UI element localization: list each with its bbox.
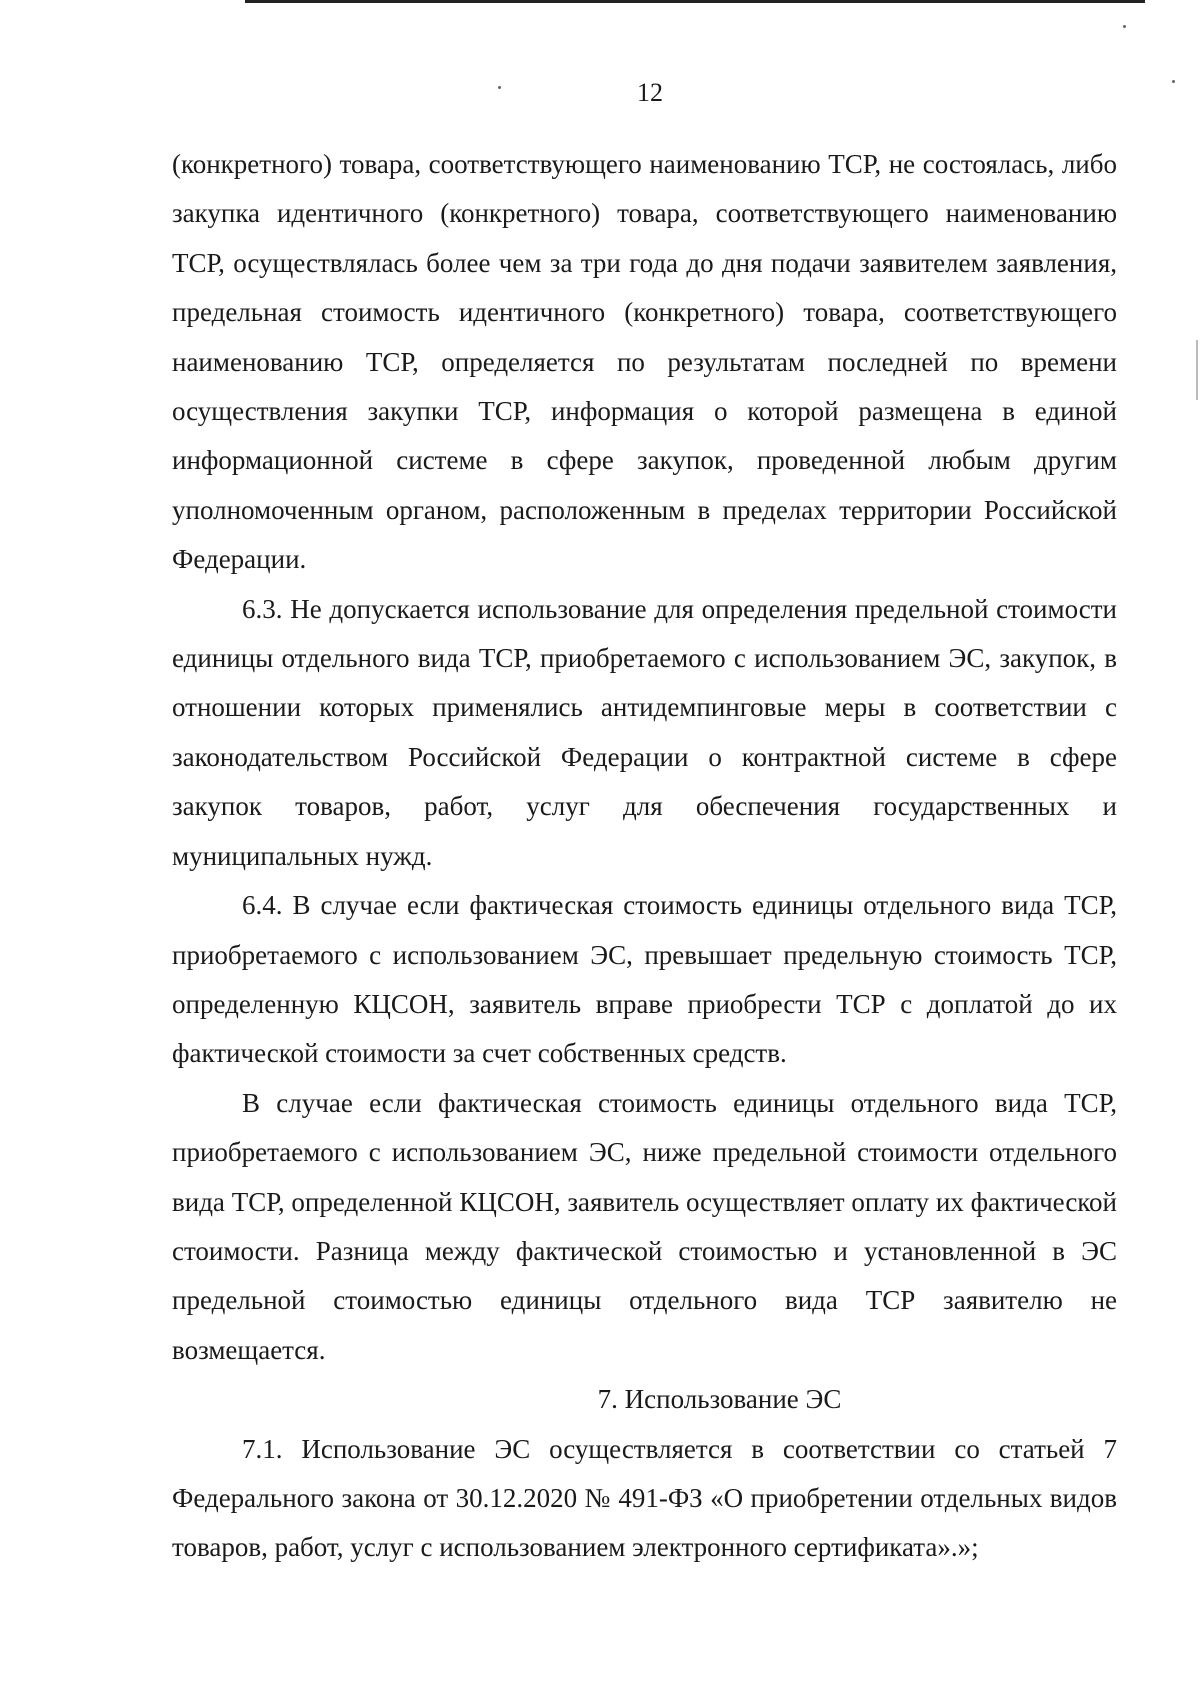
section-heading: 7. Использование ЭС bbox=[597, 1384, 842, 1415]
document-body bbox=[172, 140, 1117, 1573]
page-number: 12 bbox=[637, 78, 663, 107]
scan-speck bbox=[1123, 25, 1126, 28]
scan-top-edge bbox=[245, 0, 1145, 3]
paragraph-6-4-second: В случае если фактическая стоимость единицы отдельного вида ТСР, приобретаемого с использованием ЭС, ниже предельной стоимости отдельного вида ТСР, определенной КЦСОН, заявитель осуществляет оплату их фактической стоимости. Разница между фактической стоимостью и установленной в ЭС предельной стоимостью единицы отдельного вида ТСР заявителю не возмещается. bbox=[172, 1087, 1117, 1365]
scan-right-edge bbox=[1196, 340, 1198, 400]
paragraph-6-3: 6.3. Не допускается использование для определения предельной стоимости единицы отдельного вида ТСР, приобретаемого с использованием ЭС, закупок, в отношении которых применялись антидемпинговые меры в соответствии с законодательством Российской Федерации о контрактной системе в сфере закупок товаров, работ, услуг для обеспечения государственных и муниципальных нужд. bbox=[172, 593, 1117, 871]
paragraph-7-1: 7.1. Использование ЭС осуществляется в соответствии со статьей 7 Федерального закона от 30.12.2020 № 491-ФЗ «О приобретении отдельных видов товаров, работ, услуг с использованием электронного сертификата».»; bbox=[172, 1433, 1117, 1563]
paragraph-continuation: (конкретного) товара, соответствующего наименованию ТСР, не состоялась, либо закупка идентичного (конкретного) товара, соответствующего наименованию ТСР, осуществлялась более чем за три года до дня подачи заявителем заявления, предельная стоимость идентичного (конкретного) товара, соответствующего наименованию ТСР, определяется по результатам последней по времени осуществления закупки ТСР, информация о которой размещена в единой информационной системе в сфере закупок, проведенной любым другим уполномоченным органом, расположенным в пределах территории Российской Федерации. bbox=[172, 149, 1117, 575]
paragraph-6-4: 6.4. В случае если фактическая стоимость единицы отдельного вида ТСР, приобретаемого с использованием ЭС, превышает предельную стоимость ТСР, определенную КЦСОН, заявитель вправе приобрести ТСР с доплатой до их фактической стоимости за счет собственных средств. bbox=[172, 890, 1117, 1069]
